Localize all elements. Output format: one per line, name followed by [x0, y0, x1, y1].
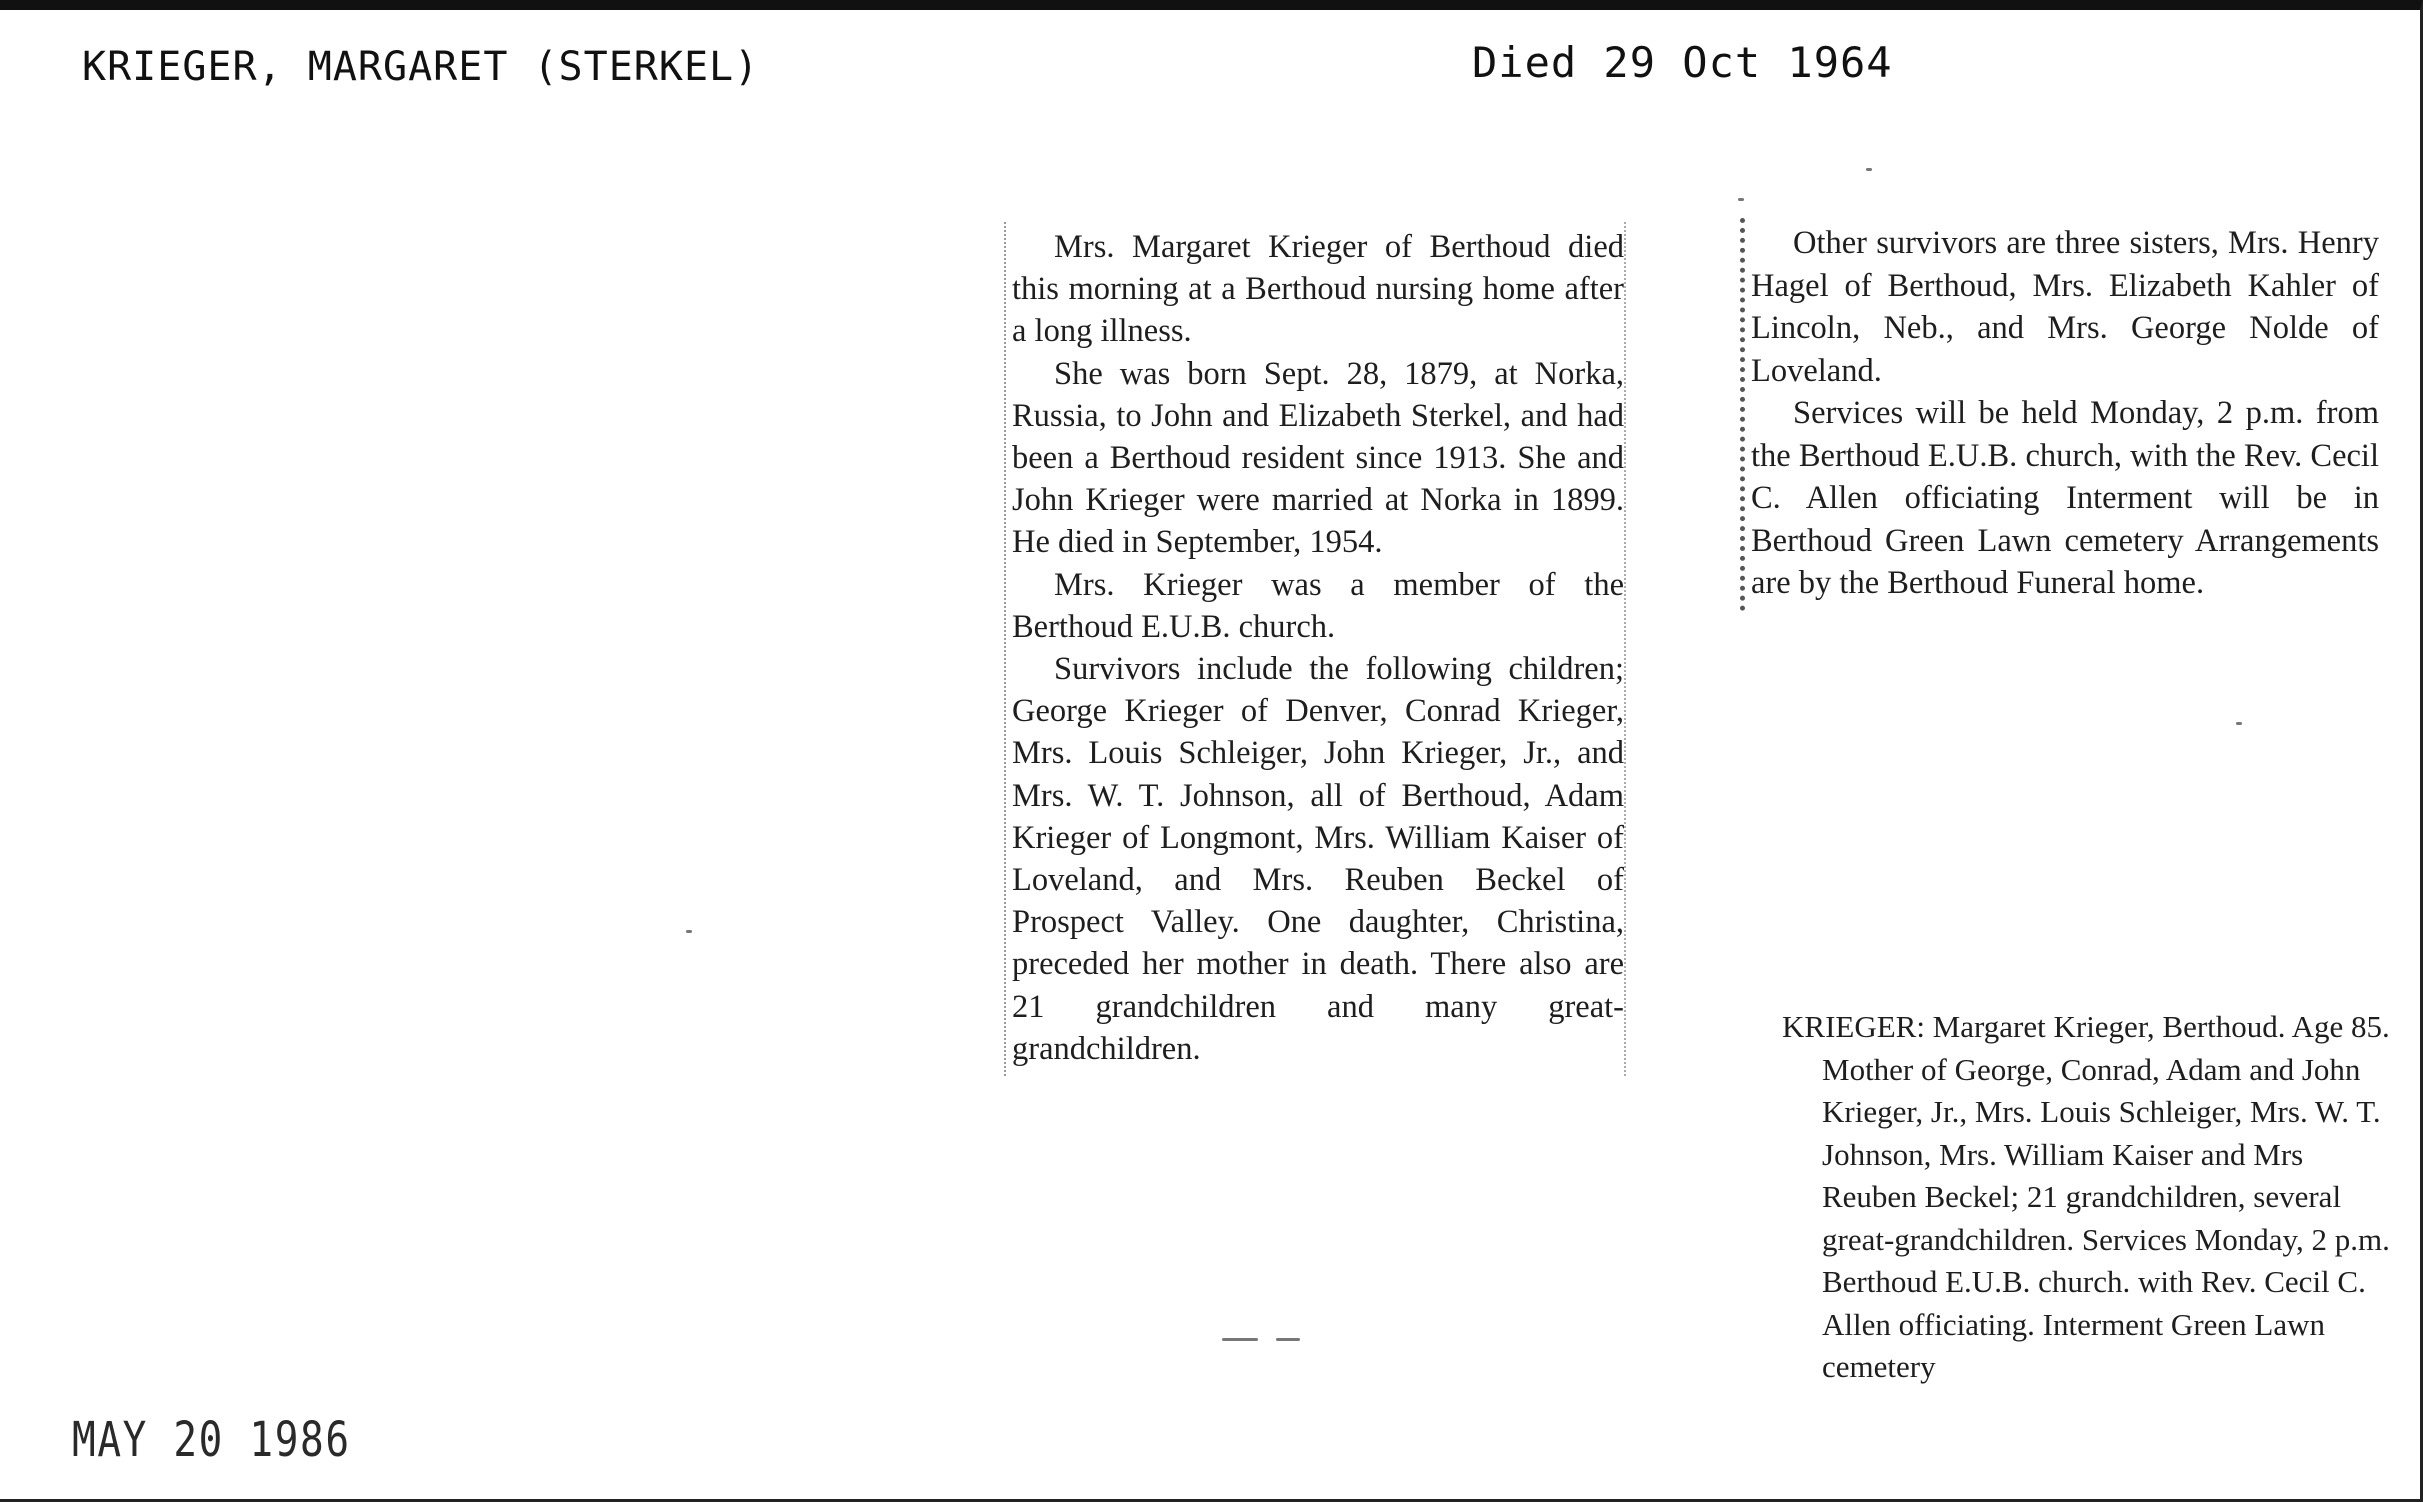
scan-speck [2236, 722, 2242, 725]
header-name: KRIEGER, MARGARET (STERKEL) [82, 44, 760, 90]
received-date-stamp: MAY 20 1986 [72, 1412, 351, 1468]
scan-speck [1222, 1338, 1258, 1341]
article-paragraph: Services will be held Monday, 2 p.m. from the Berthoud E.U.B. church, with the Rev. Cecil C. Allen officiating Interment will be in Berthoud Green Lawn cemetery Arrangements are by the Berthoud Funeral home. [1751, 395, 2379, 601]
article-paragraph: Mrs. Krieger was a member of the Berthoud E.U.B. church. [1012, 566, 1624, 645]
scan-speck [1276, 1338, 1300, 1341]
scan-speck [686, 930, 692, 933]
article-paragraph: Mrs. Margaret Krieger of Berthoud died this morning at a Berthoud nursing home after a long illness. [1012, 229, 1624, 350]
clipping-main-article [1004, 222, 1626, 1076]
scan-speck [1866, 168, 1872, 171]
header-death-date: Died 29 Oct 1964 [1472, 38, 1893, 87]
clipping-continued-article [1740, 218, 2379, 611]
article-paragraph: Survivors include the following children; George Krieger of Denver, Conrad Krieger, Mrs. Louis Schleiger, John Krieger, Jr., and Mrs. W. T. Johnson, all of Berthoud, Adam Krieger of Longmont, Mrs. William Kaiser of Loveland, and Mrs. Reuben Beckel of Prospect Valley. One daughter, Christina, preceded her mother in death. There also are 21 grandchildren and many great-grandchildren. [1012, 651, 1624, 1067]
clipping-death-notice [1782, 1006, 2394, 1389]
article-paragraph: She was born Sept. 28, 1879, at Norka, Russia, to John and Elizabeth Sterkel, and had been a Berthoud resident since 1913. She and John Krieger were married at Norka in 1899. He died in September, 1954. [1012, 355, 1624, 561]
article-paragraph: Other survivors are three sisters, Mrs. Henry Hagel of Berthoud, Mrs. Elizabeth Kahler of Lincoln, Neb., and Mrs. George Nolde of Loveland. [1751, 225, 2379, 389]
death-notice-text: KRIEGER: Margaret Krieger, Berthoud. Age 85. Mother of George, Conrad, Adam and John Krieger, Jr., Mrs. Louis Schleiger, Mrs. W. T. Johnson, Mrs. William Kaiser and Mrs Reuben Beckel; 21 grandchildren, several great-grandchildren. Services Monday, 2 p.m. Berthoud E.U.B. church. with Rev. Cecil C. Allen officiating. Interment Green Lawn cemetery [1782, 1009, 2390, 1384]
scan-speck [1738, 198, 1744, 201]
